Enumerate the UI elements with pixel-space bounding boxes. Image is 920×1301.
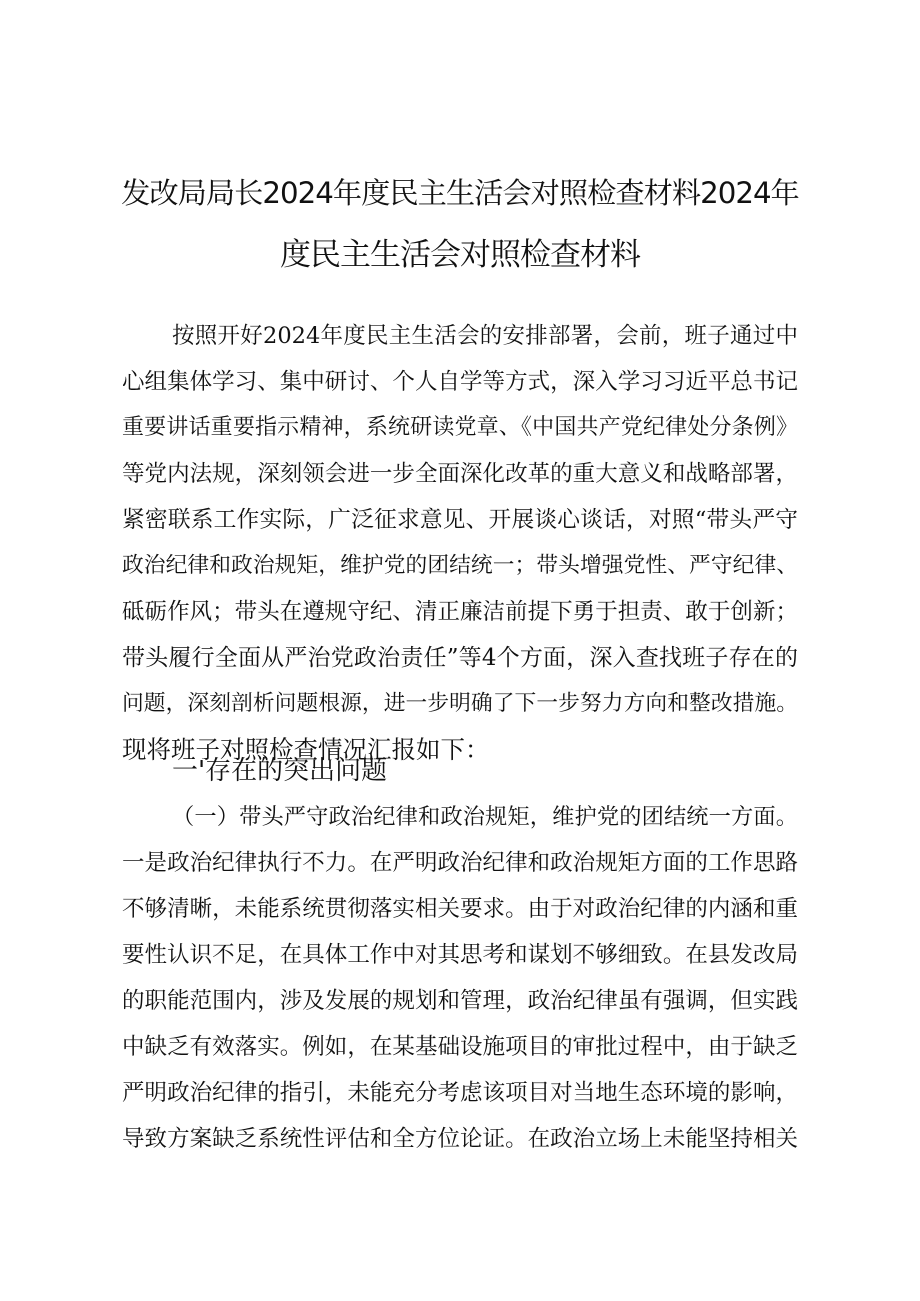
paragraph-line: 紧密联系工作实际，广泛征求意见、开展谈心谈话，对照“带头严守: [122, 507, 798, 533]
paragraph-line: 要性认识不足，在具体工作中对其思考和谋划不够细致。在县发改局: [122, 942, 798, 968]
paragraph-line: 一是政治纪律执行不力。在严明政治纪律和政治规矩方面的工作思路: [122, 850, 798, 876]
paragraph-line: 导致方案缺乏系统性评估和全方位论证。在政治立场上未能坚持相关: [122, 1126, 798, 1152]
paragraph-line: 重要讲话重要指示精神，系统研读党章、《中国共产党纪律处分条例》: [122, 415, 798, 440]
paragraph-line: 按照开好2024年度民主生活会的安排部署，会前，班子通过中: [172, 323, 798, 349]
intro-paragraph: [122, 313, 798, 773]
paragraph-line: 严明政治纪律的指引，未能充分考虑该项目对当地生态环境的影响，: [122, 1080, 798, 1106]
paragraph-line: 政治纪律和政治规矩，维护党的团结统一；带头增强党性、严守纪律、: [122, 553, 798, 578]
paragraph-line: 砥砺作风；带头在遵规守纪、清正廉洁前提下勇于担责、敢于创新；: [122, 599, 798, 625]
section1-paragraph: [122, 794, 798, 1162]
paragraph-line: 中缺乏有效落实。例如，在某基础设施项目的审批过程中，由于缺乏: [122, 1034, 798, 1060]
paragraph-line: 现将班子对照检查情况汇报如下：: [122, 735, 490, 764]
title-line: 发改局局长2024年度民主生活会对照检查材料2024年: [121, 176, 799, 210]
document-title: [120, 162, 800, 286]
paragraph-line: 带头履行全面从严治党政治责任”等4个方面，深入查找班子存在的: [122, 645, 798, 671]
paragraph-line: 心组集体学习、集中研讨、个人自学等方式，深入学习习近平总书记: [122, 369, 798, 395]
title-line: 度民主生活会对照检查材料: [280, 237, 640, 273]
paragraph-line: （一）带头严守政治纪律和政治规矩，维护党的团结统一方面。: [172, 804, 798, 830]
paragraph-line: 问题，深刻剖析问题根源，进一步明确了下一步努力方向和整改措施。: [122, 691, 798, 716]
paragraph-line: 等党内法规，深刻领会进一步全面深化改革的重大意义和战略部署，: [122, 461, 798, 487]
paragraph-line: 的职能范围内，涉及发展的规划和管理，政治纪律虽有强调，但实践: [122, 988, 798, 1014]
section-heading: 一'存在的突出问题: [172, 756, 388, 786]
paragraph-line: 不够清晰，未能系统贯彻落实相关要求。由于对政治纪律的内涵和重: [122, 896, 798, 922]
